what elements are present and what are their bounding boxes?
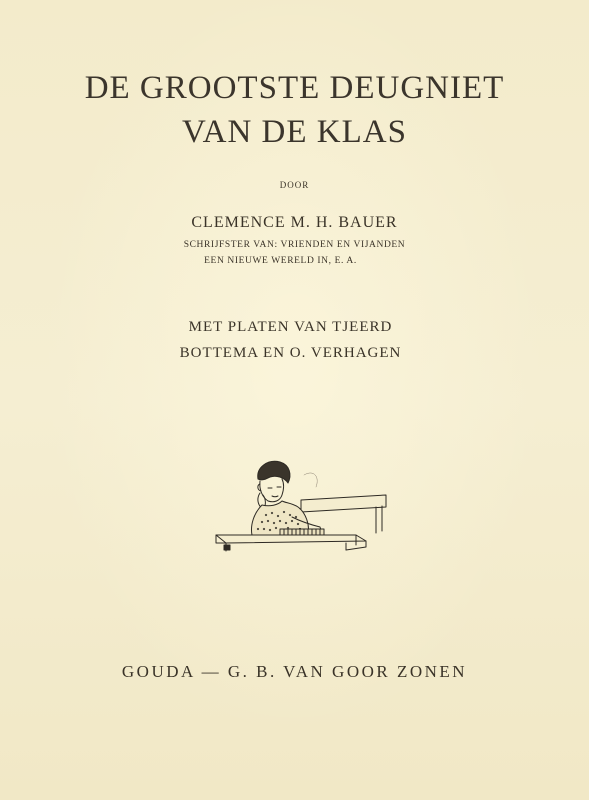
other-works-line-1: SCHRIJFSTER VAN: VRIENDEN EN VIJANDEN xyxy=(183,240,406,250)
publisher: GOUDA — G. B. VAN GOOR ZONEN xyxy=(121,662,468,681)
author-name: CLEMENCE M. H. BAUER xyxy=(191,214,398,231)
illustrators-line-1: MET PLATEN VAN TJEERD xyxy=(188,319,393,335)
byline: DOOR xyxy=(279,180,310,190)
illustrators-line-2: BOTTEMA EN O. VERHAGEN xyxy=(179,345,402,361)
boy-at-desk-illustration xyxy=(196,455,396,565)
book-title-line-1: DE GROOTSTE DEUGNIET xyxy=(84,70,505,106)
other-works-line-2: EEN NIEUWE WERELD IN, E. A. xyxy=(204,256,357,266)
book-title-line-2: VAN DE KLAS xyxy=(182,114,407,150)
